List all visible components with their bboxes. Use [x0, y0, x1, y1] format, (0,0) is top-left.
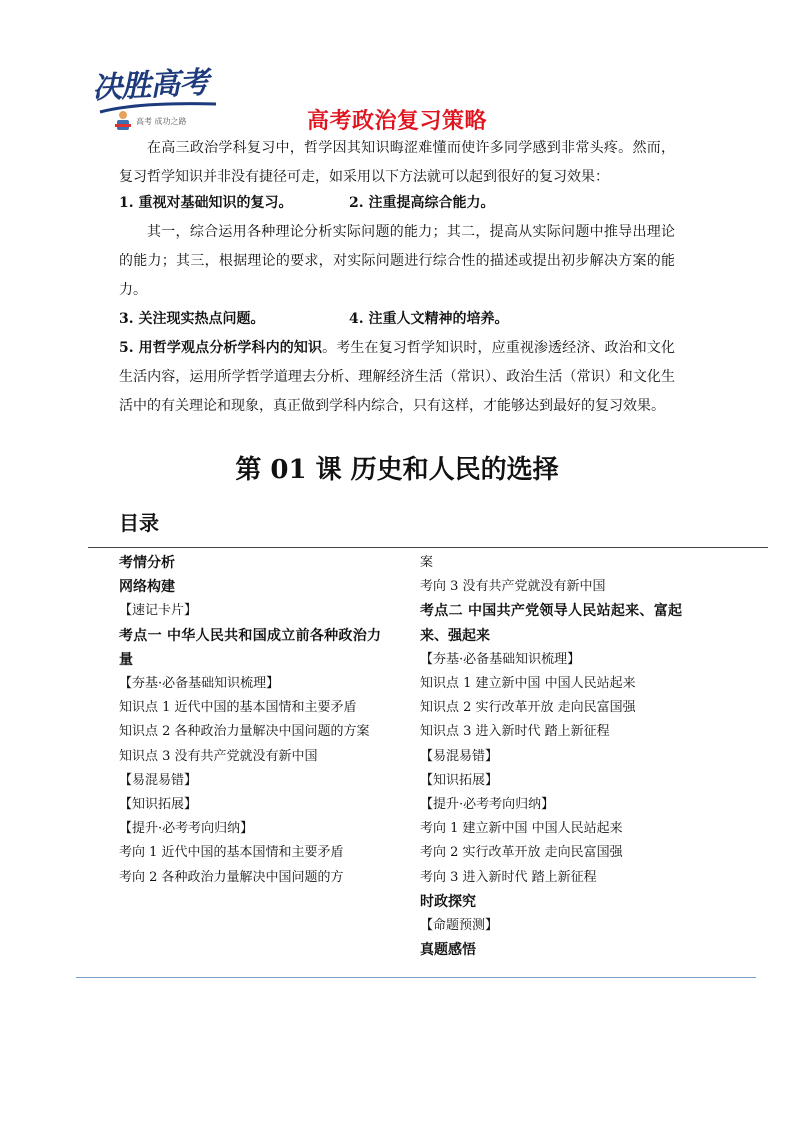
toc-left-column [119, 551, 381, 890]
method-4: 4. 注重人文精神的培养。 [349, 311, 509, 327]
toc-item[interactable]: 真题感悟 [420, 942, 476, 959]
toc-item[interactable]: 考点一 中华人民共和国成立前各种政治力量 [119, 627, 381, 668]
method-5-paragraph [119, 334, 675, 421]
toc-item[interactable]: 【知识拓展】 [420, 772, 499, 788]
lesson-title: 第 01 课 历史和人民的选择 [235, 455, 559, 485]
toc-item[interactable]: 知识点 3 没有共产党就没有新中国 [119, 748, 318, 764]
method-1: 1. 重视对基础知识的复习。 [119, 195, 293, 211]
method-2: 2. 注重提高综合能力。 [349, 195, 495, 211]
toc-title: 目录 [119, 511, 159, 535]
toc-item[interactable]: 知识点 2 各种政治力量解决中国问题的方案 [119, 724, 370, 740]
toc-item[interactable]: 【易混易错】 [420, 748, 499, 764]
method-row-2 [119, 305, 509, 334]
method-3: 3. 关注现实热点问题。 [119, 311, 265, 327]
method-row-1 [119, 189, 495, 218]
method-5-head: 5. 用哲学观点分析学科内的知识 [119, 340, 323, 356]
toc-item[interactable]: 【提升·必考考向归纳】 [420, 797, 555, 813]
toc-item[interactable]: 时政探究 [420, 893, 476, 910]
toc-bottom-divider [76, 977, 756, 978]
toc-item[interactable]: 考向 3 进入新时代 踏上新征程 [420, 869, 597, 885]
toc-right-column [420, 551, 682, 962]
toc-item[interactable]: 考向 2 实行改革开放 走向民富国强 [420, 845, 623, 861]
toc-item[interactable]: 【命题预测】 [420, 918, 499, 934]
toc-item[interactable]: 考向 2 各种政治力量解决中国问题的方 [119, 869, 344, 885]
toc-item[interactable]: 网络构建 [119, 579, 175, 596]
toc-item[interactable]: 【易混易错】 [119, 772, 198, 788]
document-title: 高考政治复习策略 [306, 109, 487, 134]
toc-item[interactable]: 考情分析 [119, 555, 175, 571]
toc-item[interactable]: 知识点 2 实行改革开放 走向民富国强 [420, 700, 636, 716]
method-5-body: 。考生在复习哲学知识时，应重视渗透经济、政治和文化生活内容，运用所学哲学道理去分析、理解经济生活（常识）、政治生活（常识）和文化生活中的有关理论和现象，真正做到学科内综合，只有这样，才能够达到最好的复习效果。 [119, 340, 675, 414]
toc-item[interactable]: 知识点 1 建立新中国 中国人民站起来 [420, 676, 636, 692]
logo-text: 决胜高考 [91, 65, 210, 107]
toc-item[interactable]: 【夯基·必备基础知识梳理】 [420, 651, 581, 667]
toc-top-divider [88, 547, 768, 548]
toc-item[interactable]: 【提升·必考考向归纳】 [119, 821, 254, 837]
intro-paragraph: 在高三政治学科复习中，哲学因其知识晦涩难懂而使许多同学感到非常头疼。然而，复习哲学知识并非没有捷径可走，如采用以下方法就可以起到很好的复习效果： [119, 140, 675, 185]
logo-subtitle: 高考 成功之路 [136, 117, 187, 126]
toc-item[interactable]: 知识点 1 近代中国的基本国情和主要矛盾 [119, 700, 357, 716]
toc-item[interactable]: 【速记卡片】 [119, 603, 198, 619]
toc-item[interactable]: 考向 1 建立新中国 中国人民站起来 [420, 821, 623, 837]
toc-item[interactable]: 考点二 中国共产党领导人民站起来、富起来、强起来 [420, 603, 682, 644]
toc-item[interactable]: 考向 3 没有共产党就没有新中国 [420, 579, 606, 595]
toc-item[interactable]: 知识点 3 进入新时代 踏上新征程 [420, 724, 610, 740]
toc-item[interactable]: 考向 1 近代中国的基本国情和主要矛盾 [119, 845, 344, 861]
toc-item[interactable]: 【知识拓展】 [119, 797, 198, 813]
toc-item[interactable]: 案 [420, 555, 434, 570]
ability-paragraph: 其一，综合运用各种理论分析实际问题的能力；其二，提高从实际问题中推导出理论的能力；其三，根据理论的要求，对实际问题进行综合性的描述或提出初步解决方案的能力。 [119, 224, 675, 298]
toc-item[interactable]: 【夯基·必备基础知识梳理】 [119, 676, 280, 692]
